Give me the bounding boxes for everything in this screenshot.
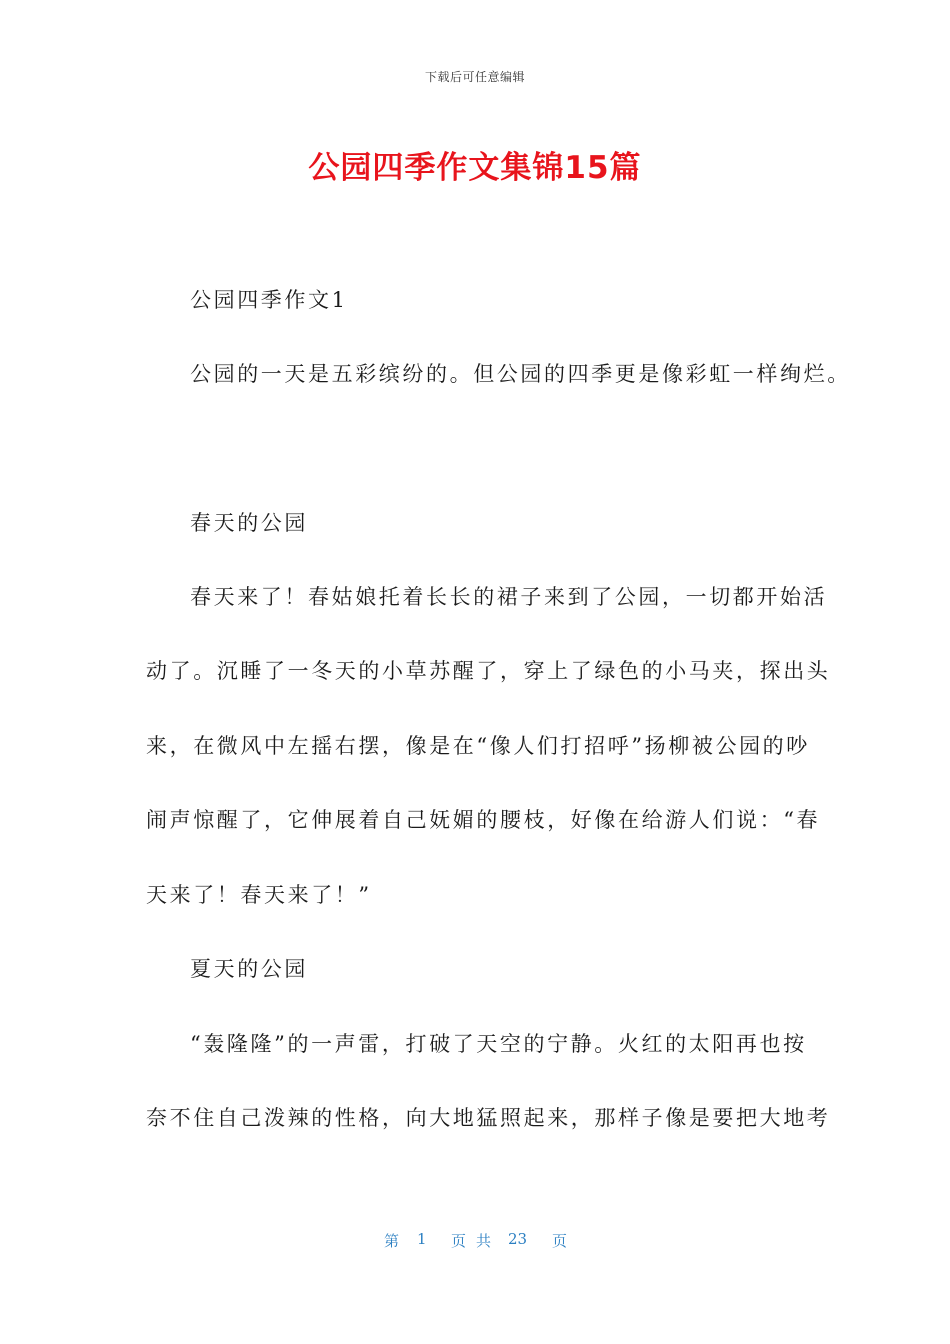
paragraph-line: 闹声惊醒了，它伸展着自己妩媚的腰枝，好像在给游人们说：“春 bbox=[146, 808, 821, 832]
total-pages: 23 bbox=[508, 1230, 528, 1248]
page-label: 第 bbox=[384, 1232, 400, 1250]
paragraph-line: “轰隆隆”的一声雷，打破了天空的宁静。火红的太阳再也按 bbox=[190, 1032, 807, 1056]
paragraph-line: 动了。沉睡了一冬天的小草苏醒了，穿上了绿色的小马夹，探出头 bbox=[146, 659, 831, 683]
total-label: 共 bbox=[476, 1232, 492, 1250]
page-number: 1 bbox=[417, 1230, 427, 1248]
page-unit: 页 bbox=[451, 1232, 467, 1250]
paragraph-line: 奈不住自己泼辣的性格，向大地猛照起来，那样子像是要把大地考 bbox=[146, 1106, 831, 1130]
paragraph-line: 天来了！春天来了！” bbox=[146, 883, 372, 907]
header-note: 下载后可任意编辑 bbox=[424, 70, 525, 84]
paragraph-line: 来，在微风中左摇右摆，像是在“像人们打招呼”扬柳被公园的吵 bbox=[146, 734, 810, 758]
section-heading: 夏天的公园 bbox=[190, 957, 308, 981]
page-title: 公园四季作文集锦15篇 bbox=[308, 150, 642, 186]
section-heading: 春天的公园 bbox=[190, 511, 308, 535]
total-unit: 页 bbox=[552, 1232, 568, 1250]
paragraph-line: 春天来了！春姑娘托着长长的裙子来到了公园，一切都开始活 bbox=[190, 585, 828, 609]
section-heading: 公园四季作文1 bbox=[190, 288, 348, 312]
page-footer bbox=[0, 1230, 950, 1250]
paragraph-line: 公园的一天是五彩缤纷的。但公园的四季更是像彩虹一样绚烂。 bbox=[190, 362, 851, 386]
